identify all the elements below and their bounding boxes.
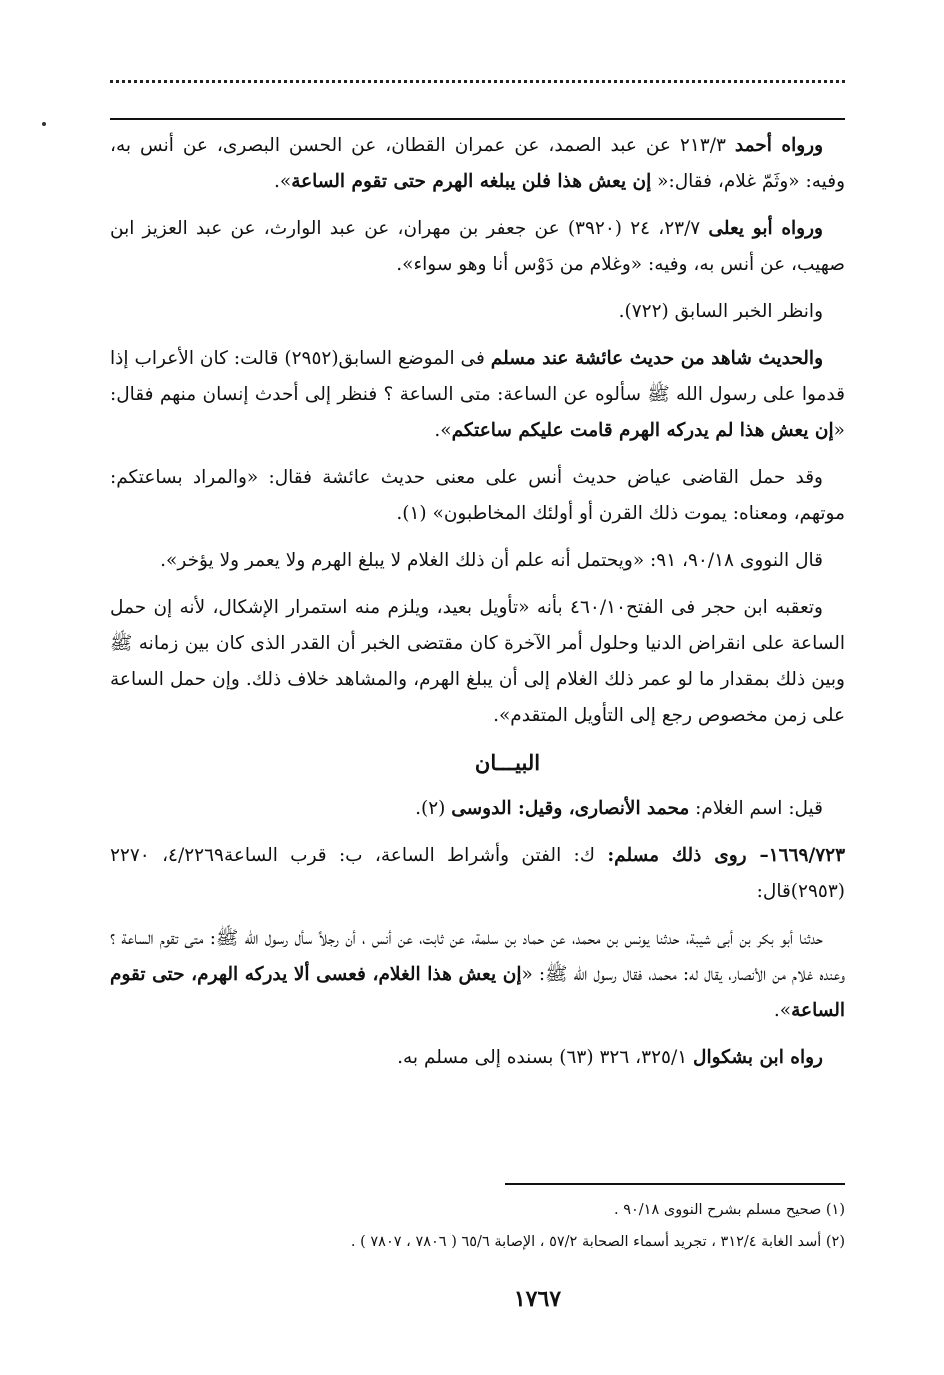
paragraph-nawawi [110,543,845,579]
text-span: وانظر الخبر السابق (٧٢٢). [618,301,823,322]
footnote-2: (٢) أسد الغابة ٣١٢/٤ ، تجريد أسماء الصحابة ٥٧/٢ ، الإصابة ٦٥/٦ ( ٧٨٠٦ ، ٧٨٠٧ ) . [350,1234,845,1250]
text-span: ٢١٣/٣ عن عبد الصمد، عن عمران القطان، عن الحسن البصرى، عن أنس به، وفيه: «وثَمّ غلام، فقال:« [110,135,845,192]
text-span: فى الموضع السابق(٢٩٥٢) قالت: كان الأعراب إذا قدموا على رسول الله ﷺ سألوه عن الساعة: متى الساعة ؟ فنظر إلى أحدث إنسان منهم فقال: « [110,348,845,441]
hadith-body [110,921,845,1029]
text-span: ». [274,171,292,192]
paragraph-ibn-hajar [110,590,845,734]
text-span: وتعقبه ابن حجر فى الفتح٤٦٠/١٠ بأنه «تأويل بعيد، ويلزم منه استمرار الإشكال، لأنه إن حمل الساعة على انقراض الدنيا وحلول أمر الآخرة كان مقتضى الخبر أن القدر الذى كان بين زمانه ﷺ وبين ذلك بمقدار ما لو عمر ذلك الغلام إلى أن يبلغ الهرم، والمشاهد خلاف ذلك. وإن حمل الساعة على زمن مخصوص رجع إلى التأويل المتقدم». [110,597,845,726]
section-heading: البيـــان [474,750,541,775]
paragraph-qadi-iyad [110,460,845,532]
header-rule [110,118,845,120]
bold-span: والحديث شاهد من حديث عائشة عند مسلم [490,348,824,369]
main-text [110,128,845,1087]
bold-span: إن يعش هذا لم يدركه الهرم قامت عليكم ساعتكم [451,420,834,441]
text-span: ك: الفتن وأشراط الساعة، ب: قرب الساعة٤/٢٢٦٩، ٢٢٧٠ (٢٩٥٣)قال: [110,845,845,902]
text-span: ». [434,420,452,441]
footnote-1: (١) صحيح مسلم بشرح النووى ٩٠/١٨ . [614,1202,845,1218]
bold-span: رواه ابن بشكوال [693,1047,823,1068]
paragraph-see-previous [110,294,845,330]
bold-span: محمد الأنصارى، وقيل: الدوسى [451,798,690,819]
footnote-separator [505,1183,845,1185]
paragraph-ahmad [110,128,845,200]
hadith-header [110,838,845,910]
text-span: ٣٢٥/١، ٣٢٦ (٦٣) بسنده إلى مسلم به. [397,1047,694,1068]
bold-span: ورواه أحمد [734,135,824,156]
text-span: حدثنا أبو بكر بن أبى شيبة، حدثنا يونس بن محمد، عن حماد بن سلمة، عن ثابت، عن أنس ، أن رجلاً سأل رسول الله ﷺ: متى تقوم الساعة ؟ وعنده غلام من الأنصار، يقال له: محمد، فقال رسول الله ﷺ: « [110,928,846,985]
bold-span: إن يعش هذا فلن يبلغه الهرم حتى تقوم الساعة [291,171,652,192]
stray-mark [42,122,46,126]
header-dotted-rule [110,80,845,83]
text-span: وقد حمل القاضى عياض حديث أنس على معنى حديث عائشة فقال: «والمراد بساعتكم: موتهم، ومعناه: يموت ذلك القرن أو أولئك المخاطبون» (١). [110,467,845,524]
bold-span: ورواه أبو يعلى [708,218,823,239]
document-page [110,0,845,1375]
paragraph-bayan [110,791,845,827]
bold-span: إن يعش هذا الغلام، فعسى ألا يدركه الهرم، حتى تقوم الساعة [110,964,845,1021]
hadith-number: ١٦٦٩/٧٢٣– روى ذلك مسلم: [607,845,846,866]
text-span: ٢٣/٧، ٢٤ (٣٩٢٠) عن جعفر بن مهران، عن عبد الوارث، عن عبد العزيز ابن صهيب، عن أنس به، وفيه: «وغلام من دَوْس أنا وهو سواء». [110,218,845,275]
text-span: قال النووى ٩٠/١٨، ٩١: «ويحتمل أنه علم أن ذلك الغلام لا يبلغ الهرم ولا يعمر ولا يؤخر». [160,550,823,571]
footnotes [110,1194,845,1258]
paragraph-ibn-bashkuwal [110,1040,845,1076]
paragraph-abu-yala [110,211,845,283]
page-number: ١٧٦٧ [513,1286,562,1312]
text-span: (٢). [415,798,452,819]
paragraph-aisha [110,341,845,449]
text-span: قيل: اسم الغلام: [689,798,823,819]
text-span: ». [773,1000,792,1021]
